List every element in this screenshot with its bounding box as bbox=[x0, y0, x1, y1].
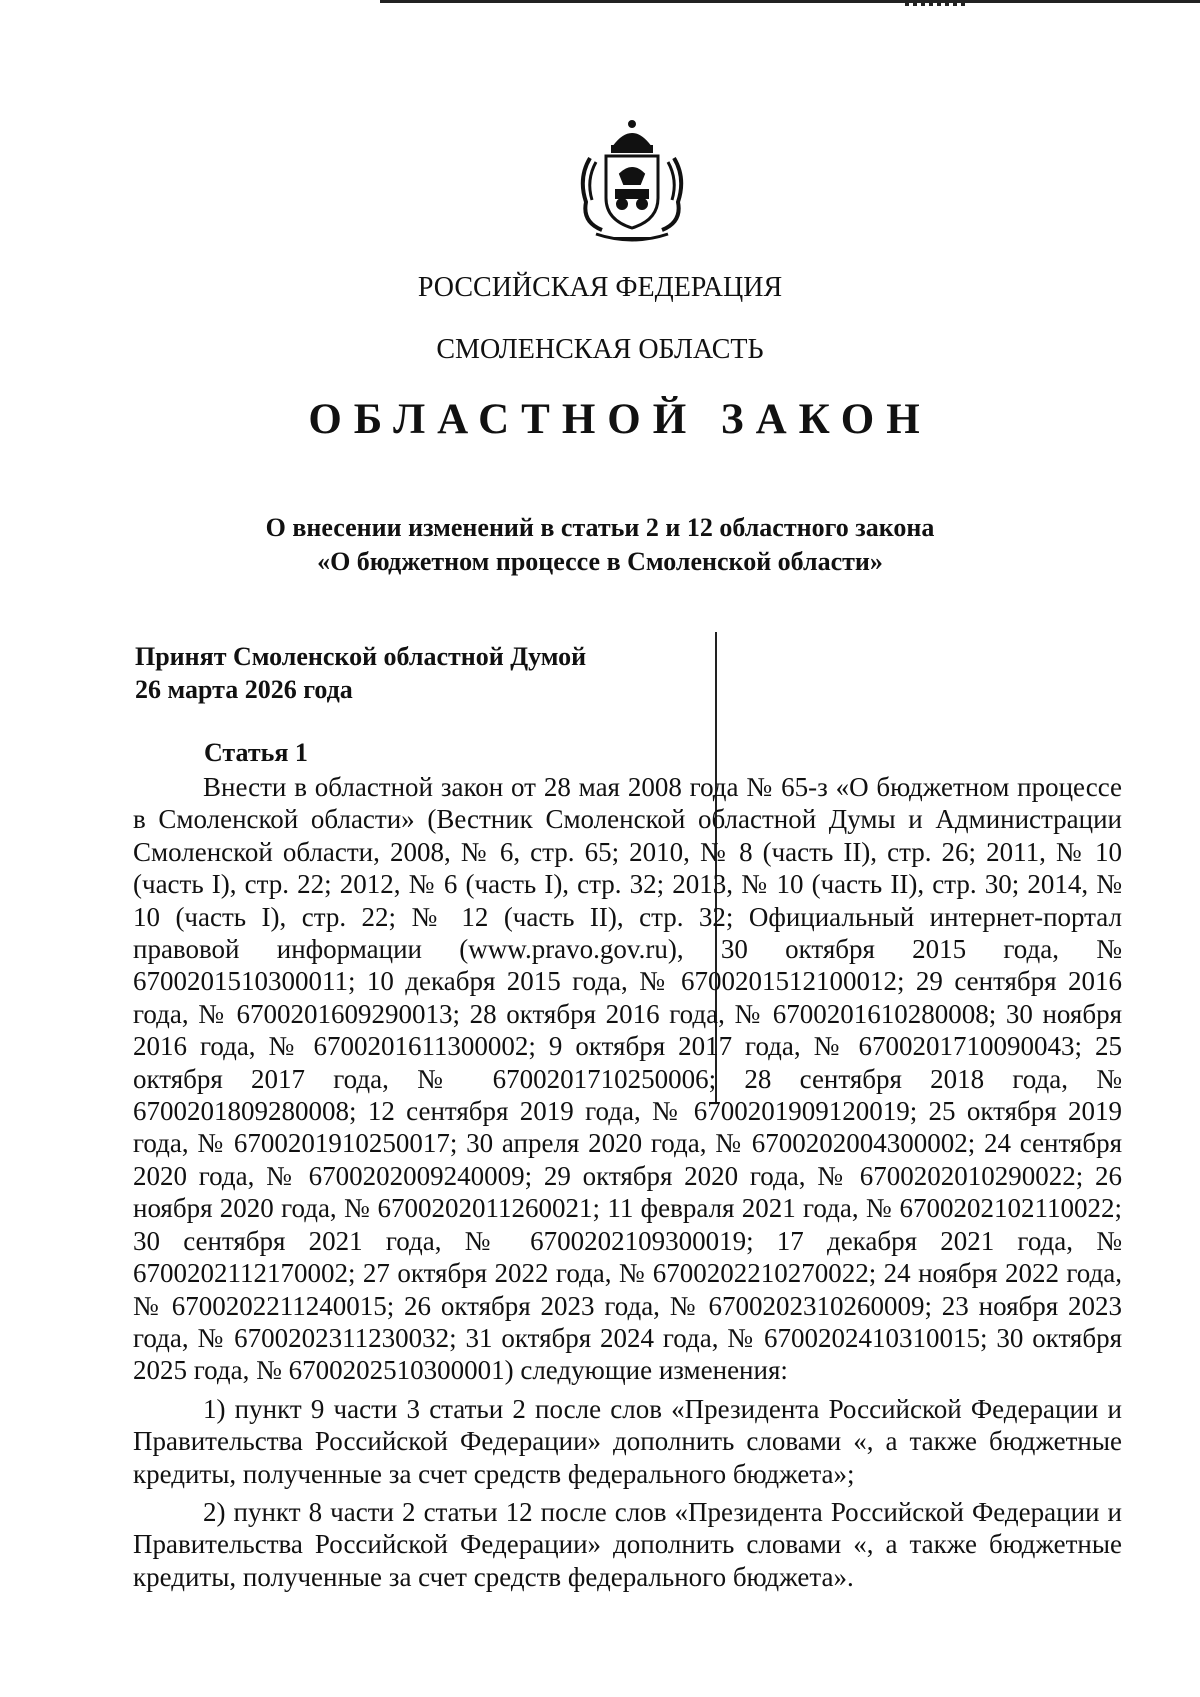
adoption-body: Принят Смоленской областной Думой bbox=[135, 642, 587, 671]
article-heading: Статья 1 bbox=[204, 738, 308, 767]
article-intro: Внести в областной закон от 28 мая 2008 года № 65-з «О бюджетном процессе в Смоленской области» (Вестник Смоленской областной Думы и Администрации Смоленской области, 2008, № 6, стр. 65; 2010, № 8 (часть II), стр. 26; 2011, № 10 (часть I), стр. 22; 2012, № 6 (часть I), стр. 32; 2013, № 10 (часть II), стр. 30; 2014, № 10 (часть I), стр. 22; № 12 (часть II), стр. 32; Официальный интернет-портал правовой информации (www.pravo.gov.ru), 30 октября 2015 года, № 6700201510300011; 10 декабря 2015 года, № 6700201512100012; 29 сентября 2016 года, № 6700201609290013; 28 октября 2016 года, № 6700201610280008; 30 ноября 2016 года, № 6700201611300002; 9 октября 2017 года, № 6700201710090043; 25 октября 2017 года, № 6700201710250006; 28 сентября 2018 года, № 6700201809280008; 12 сентября 2019 года, № 6700201909120019; 25 октября 2019 года, № 6700201910250017; 30 апреля 2020 года, № 6700202004300002; 24 сентября 2020 года, № 6700202009240009; 29 октября 2020 года, № 6700202010290022; 26 ноября 2020 года, № 6700202011260021; 11 февраля 2021 года, № 6700202102110022; 30 сентября 2021 года, № 6700202109300019; 17 декабря 2021 года, № 6700202112170002; 27 октября 2022 года, № 6700202210270022; 24 ноября 2022 года, № 6700202211240015; 26 октября 2023 года, № 6700202310260009; 23 ноября 2023 года, № 6700202311230032; 31 октября 2024 года, № 6700202410310015; 30 октября 2025 года, № 6700202510300001) следующие изменения: bbox=[133, 772, 1122, 1386]
article-item-1: 1) пункт 9 части 3 статьи 2 после слов «Президента Российской Федерации и Правительства Российской Федерации» дополнить словами «, а также бюджетные кредиты, полученные за счет средств федерального бюджета»; bbox=[133, 1393, 1122, 1489]
smolensk-coat-of-arms-icon bbox=[576, 118, 688, 248]
scan-artifact-top-line bbox=[380, 0, 1200, 3]
law-title bbox=[0, 511, 1200, 579]
scan-artifact-top-mark bbox=[905, 0, 965, 6]
region-heading: СМОЛЕНСКАЯ ОБЛАСТЬ bbox=[436, 334, 764, 365]
law-title-line-2: «О бюджетном процессе в Смоленской области» bbox=[317, 547, 883, 576]
adoption-block bbox=[135, 640, 586, 706]
country-heading: РОССИЙСКАЯ ФЕДЕРАЦИЯ bbox=[417, 272, 783, 303]
document-type-heading: ОБЛАСТНОЙ ЗАКОН bbox=[308, 396, 932, 443]
adoption-date: 26 марта 2026 года bbox=[135, 675, 353, 704]
article-body bbox=[133, 771, 1122, 1593]
article-item-2: 2) пункт 8 части 2 статьи 12 после слов «Президента Российской Федерации и Правительства Российской Федерации» дополнить словами «, а также бюджетные кредиты, полученные за счет средств федерального бюджета». bbox=[133, 1496, 1122, 1592]
law-title-line-1: О внесении изменений в статьи 2 и 12 областного закона bbox=[265, 513, 935, 542]
